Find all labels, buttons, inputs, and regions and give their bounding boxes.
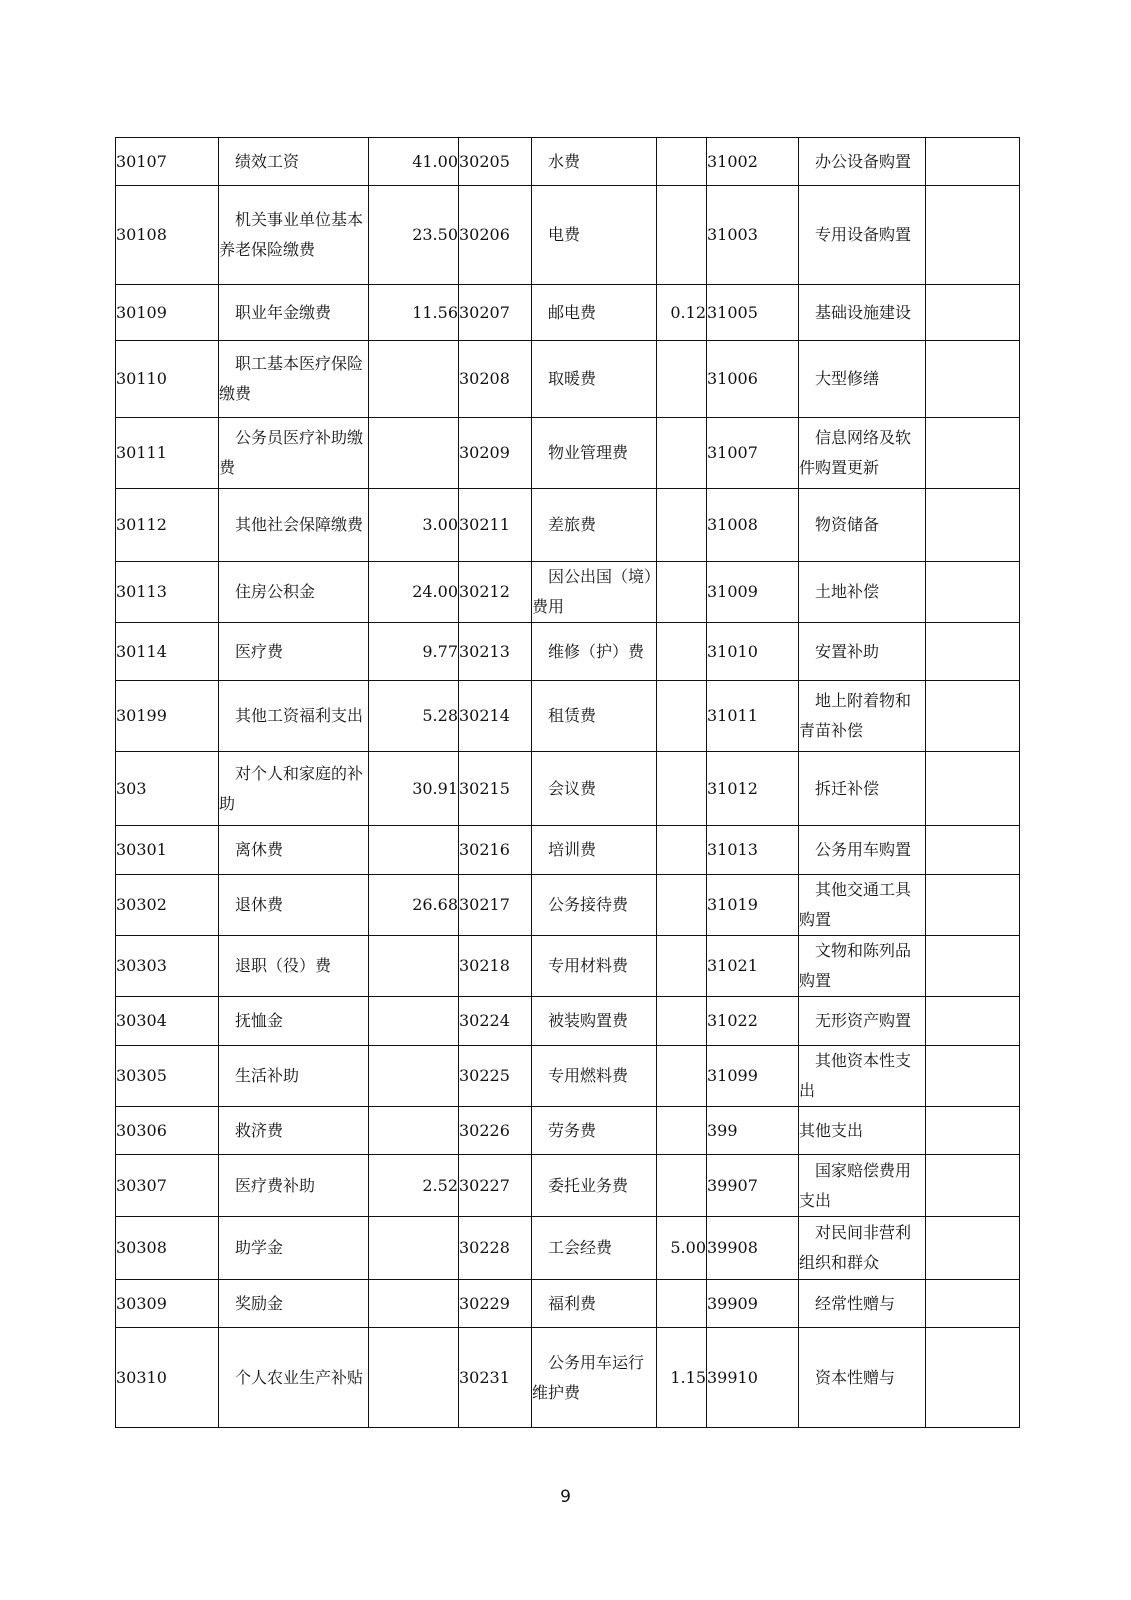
name-cell [532,285,657,341]
code-cell: 30231 [459,1328,532,1428]
code-cell: 31003 [707,186,799,285]
code-cell: 30112 [116,489,219,562]
code-cell: 30208 [459,341,532,418]
name-cell [532,875,657,936]
code-cell: 30301 [116,826,219,875]
code-cell: 30213 [459,623,532,681]
amount-cell [926,1046,1020,1107]
amount-cell [926,1107,1020,1155]
code-cell: 31005 [707,285,799,341]
name-text: 工会经费 [548,1238,613,1257]
name-text: 会议费 [548,778,597,798]
name-cell [799,1217,926,1280]
table-row [116,1046,1020,1107]
code-cell: 31011 [707,681,799,752]
name-cell [532,681,657,752]
name-text: 退休费 [235,895,284,914]
code-cell: 30303 [116,936,219,997]
name-cell [219,562,369,623]
code-cell: 30199 [116,681,219,752]
amount-cell [926,997,1020,1046]
amount-cell [926,826,1020,875]
name-text: 奖励金 [235,1293,284,1313]
code-cell: 30211 [459,489,532,562]
name-cell [799,418,926,489]
name-cell [799,1046,926,1107]
amount-cell [926,138,1020,186]
code-cell: 39910 [707,1328,799,1428]
amount-cell [369,418,459,489]
code-cell: 30218 [459,936,532,997]
name-cell [799,1155,926,1217]
name-text: 委托业务费 [548,1175,629,1195]
name-cell [532,997,657,1046]
name-cell [219,681,369,752]
amount-cell: 3.00 [369,489,459,562]
name-text: 无形资产购置 [815,1011,912,1030]
code-cell: 30110 [116,341,219,418]
table-row [116,752,1020,826]
name-cell [799,186,926,285]
table-row [116,936,1020,997]
amount-cell [926,186,1020,285]
name-cell [532,1280,657,1328]
amount-cell: 11.56 [369,285,459,341]
name-text: 其他工资福利支出 [235,706,364,725]
name-cell [219,623,369,681]
name-cell [219,1280,369,1328]
name-text: 经常性赠与 [815,1293,896,1313]
name-text: 拆迁补偿 [815,778,880,798]
name-text: 绩效工资 [235,151,300,171]
table-row [116,826,1020,875]
name-text: 医疗费补助 [235,1175,316,1195]
name-text: 国家赔偿费用支出 [799,1160,912,1210]
amount-cell: 41.00 [369,138,459,186]
amount-cell [369,936,459,997]
name-text: 资本性赠与 [815,1367,896,1387]
name-text: 其他支出 [799,1120,864,1140]
name-text: 个人农业生产补贴 [235,1367,364,1387]
name-cell [532,341,657,418]
code-cell: 30225 [459,1046,532,1107]
amount-cell [369,1280,459,1328]
name-cell [219,997,369,1046]
code-cell: 31006 [707,341,799,418]
amount-cell [657,997,707,1046]
code-cell: 31002 [707,138,799,186]
code-cell: 30217 [459,875,532,936]
amount-cell: 9.77 [369,623,459,681]
code-cell: 30114 [116,623,219,681]
name-cell [799,875,926,936]
code-cell: 30305 [116,1046,219,1107]
amount-cell [657,936,707,997]
name-text: 医疗费 [235,641,284,661]
amount-cell [657,623,707,681]
amount-cell [657,826,707,875]
name-text: 地上附着物和青苗补偿 [799,691,912,740]
name-text: 物业管理费 [548,443,629,462]
name-cell [219,138,369,186]
amount-cell [369,1328,459,1428]
table-row [116,186,1020,285]
code-cell: 30227 [459,1155,532,1217]
amount-cell [657,1046,707,1107]
name-text: 职业年金缴费 [235,302,332,322]
name-text: 因公出国（境）费用 [532,567,653,616]
name-cell [799,562,926,623]
amount-cell [369,997,459,1046]
amount-cell [657,562,707,623]
name-text: 办公设备购置 [815,151,912,171]
amount-cell: 26.68 [369,875,459,936]
code-cell: 31021 [707,936,799,997]
table-row [116,138,1020,186]
code-cell: 30109 [116,285,219,341]
code-cell: 30304 [116,997,219,1046]
amount-cell [926,562,1020,623]
name-text: 退职（役）费 [235,956,332,975]
name-cell [799,1280,926,1328]
code-cell: 30302 [116,875,219,936]
table-row [116,997,1020,1046]
code-cell: 30216 [459,826,532,875]
amount-cell [926,1328,1020,1428]
name-text: 土地补偿 [815,582,880,601]
name-text: 基础设施建设 [815,302,912,322]
code-cell: 30229 [459,1280,532,1328]
name-text: 信息网络及软件购置更新 [799,428,912,477]
name-text: 专用燃料费 [548,1066,629,1085]
code-cell: 31019 [707,875,799,936]
name-cell [219,489,369,562]
name-text: 公务用车购置 [815,840,912,859]
name-text: 安置补助 [815,641,880,661]
code-cell: 30224 [459,997,532,1046]
table-row [116,285,1020,341]
name-cell [799,681,926,752]
code-cell: 30309 [116,1280,219,1328]
name-text: 住房公积金 [235,582,316,601]
name-text: 被装购置费 [548,1011,629,1030]
name-cell [532,1155,657,1217]
name-cell [219,1328,369,1428]
name-cell [219,875,369,936]
name-text: 其他交通工具购置 [799,880,912,929]
name-cell [799,826,926,875]
name-text: 专用设备购置 [815,225,912,244]
code-cell: 30215 [459,752,532,826]
name-cell [532,1328,657,1428]
code-cell: 30307 [116,1155,219,1217]
name-text: 公务用车运行维护费 [532,1352,645,1402]
name-cell [532,1107,657,1155]
name-text: 职工基本医疗保险缴费 [219,354,364,403]
name-cell [219,752,369,826]
name-text: 取暖费 [548,369,597,388]
amount-cell [926,875,1020,936]
amount-cell: 24.00 [369,562,459,623]
amount-cell [369,1217,459,1280]
table-row [116,1328,1020,1428]
name-cell [532,562,657,623]
name-text: 培训费 [548,840,597,859]
name-cell [532,623,657,681]
table-row [116,875,1020,936]
amount-cell [926,752,1020,826]
amount-cell [369,1107,459,1155]
code-cell: 399 [707,1107,799,1155]
amount-cell: 2.52 [369,1155,459,1217]
name-cell [532,1046,657,1107]
name-cell [799,341,926,418]
name-text: 维修（护）费 [548,641,645,661]
name-text: 对个人和家庭的补助 [219,763,364,813]
name-cell [799,285,926,341]
name-text: 水费 [548,151,581,171]
name-cell [532,418,657,489]
code-cell: 31013 [707,826,799,875]
amount-cell [926,623,1020,681]
name-cell [532,826,657,875]
amount-cell [926,1155,1020,1217]
name-cell [799,489,926,562]
code-cell: 30306 [116,1107,219,1155]
name-text: 福利费 [548,1293,597,1313]
amount-cell [926,489,1020,562]
amount-cell [657,752,707,826]
amount-cell [657,1155,707,1217]
amount-cell: 0.12 [657,285,707,341]
code-cell: 30108 [116,186,219,285]
amount-cell [657,1280,707,1328]
name-cell [799,1107,926,1155]
name-text: 对民间非营利组织和群众 [799,1223,912,1272]
name-cell [799,936,926,997]
table-body [116,138,1020,1428]
amount-cell [926,341,1020,418]
name-text: 电费 [548,225,581,244]
amount-cell: 5.28 [369,681,459,752]
name-cell [532,489,657,562]
code-cell: 30308 [116,1217,219,1280]
code-cell: 30209 [459,418,532,489]
code-cell: 30206 [459,186,532,285]
table-row [116,623,1020,681]
code-cell: 31012 [707,752,799,826]
code-cell: 39909 [707,1280,799,1328]
amount-cell [657,875,707,936]
amount-cell [926,285,1020,341]
name-text: 大型修缮 [815,369,880,388]
name-text: 其他资本性支出 [799,1051,912,1100]
amount-cell [657,138,707,186]
name-cell [219,186,369,285]
amount-cell [926,681,1020,752]
name-cell [219,1046,369,1107]
amount-cell [657,1107,707,1155]
name-cell [532,752,657,826]
code-cell: 30207 [459,285,532,341]
code-cell: 30205 [459,138,532,186]
code-cell: 39908 [707,1217,799,1280]
code-cell: 30310 [116,1328,219,1428]
name-cell [799,752,926,826]
name-text: 抚恤金 [235,1011,284,1030]
amount-cell [926,1280,1020,1328]
name-text: 离休费 [235,840,284,859]
name-cell [799,623,926,681]
amount-cell [926,418,1020,489]
name-text: 差旅费 [548,515,597,534]
amount-cell [657,186,707,285]
amount-cell [657,489,707,562]
code-cell: 31007 [707,418,799,489]
name-text: 劳务费 [548,1120,597,1140]
code-cell: 31010 [707,623,799,681]
amount-cell: 1.15 [657,1328,707,1428]
amount-cell [369,1046,459,1107]
table-row [116,341,1020,418]
amount-cell: 5.00 [657,1217,707,1280]
name-cell [799,997,926,1046]
name-text: 救济费 [235,1120,284,1140]
name-cell [219,418,369,489]
amount-cell: 23.50 [369,186,459,285]
amount-cell [657,681,707,752]
name-text: 机关事业单位基本养老保险缴费 [219,210,364,259]
name-cell [219,341,369,418]
name-cell [799,138,926,186]
name-text: 公务员医疗补助缴费 [219,428,364,477]
code-cell: 31099 [707,1046,799,1107]
name-text: 物资储备 [815,515,880,534]
name-text: 公务接待费 [548,895,629,914]
name-cell [219,1155,369,1217]
table-row [116,1107,1020,1155]
table-row [116,489,1020,562]
name-text: 租赁费 [548,706,597,725]
table-row [116,1217,1020,1280]
name-text: 助学金 [235,1238,284,1257]
name-cell [219,1107,369,1155]
page-number: 9 [560,1487,571,1507]
name-text: 邮电费 [548,302,597,322]
name-cell [532,138,657,186]
code-cell: 30226 [459,1107,532,1155]
amount-cell: 30.91 [369,752,459,826]
amount-cell [926,936,1020,997]
code-cell: 30111 [116,418,219,489]
name-cell [219,1217,369,1280]
table-row [116,681,1020,752]
code-cell: 30107 [116,138,219,186]
name-cell [532,186,657,285]
code-cell: 303 [116,752,219,826]
table-row [116,418,1020,489]
amount-cell [926,1217,1020,1280]
name-text: 文物和陈列品购置 [799,941,912,990]
code-cell: 30228 [459,1217,532,1280]
name-cell [532,936,657,997]
code-cell: 30212 [459,562,532,623]
name-cell [219,936,369,997]
code-cell: 31009 [707,562,799,623]
table-row [116,562,1020,623]
code-cell: 31008 [707,489,799,562]
code-cell: 30113 [116,562,219,623]
name-cell [219,285,369,341]
name-cell [799,1328,926,1428]
code-cell: 39907 [707,1155,799,1217]
amount-cell [657,341,707,418]
amount-cell [369,826,459,875]
amount-cell [369,341,459,418]
name-cell [219,826,369,875]
name-text: 生活补助 [235,1066,300,1085]
table-row [116,1280,1020,1328]
name-text: 其他社会保障缴费 [235,515,364,534]
name-text: 专用材料费 [548,956,629,975]
code-cell: 30214 [459,681,532,752]
name-cell [532,1217,657,1280]
expenditure-table [115,137,1020,1428]
table-row [116,1155,1020,1217]
amount-cell [657,418,707,489]
code-cell: 31022 [707,997,799,1046]
